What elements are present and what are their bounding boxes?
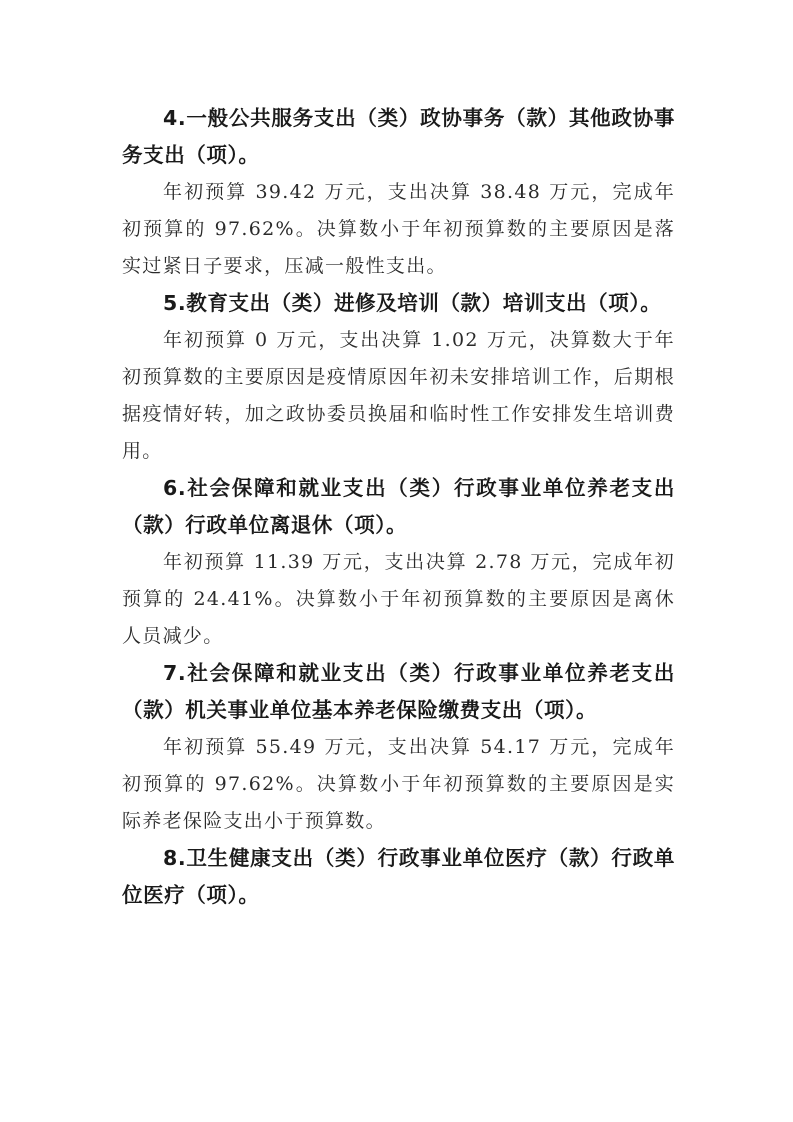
section-7-body: 年初预算 55.49 万元，支出决算 54.17 万元，完成年初预算的 97.62%。决算数小于年初预算数的主要原因是实际养老保险支出小于预算数。 bbox=[122, 736, 675, 832]
section-6-body: 年初预算 11.39 万元，支出决算 2.78 万元，完成年初预算的 24.41%。决算数小于年初预算数的主要原因是离休人员减少。 bbox=[122, 551, 675, 647]
section-6-heading: 6.社会保障和就业支出（类）行政事业单位养老支出（款）行政单位离退休（项）。 bbox=[122, 476, 675, 537]
section-4-heading: 4.一般公共服务支出（类）政协事务（款）其他政协事务支出（项）。 bbox=[122, 106, 675, 167]
section-5-heading: 5.教育支出（类）进修及培训（款）培训支出（项）。 bbox=[163, 291, 662, 315]
section-5-body: 年初预算 0 万元，支出决算 1.02 万元，决算数大于年初预算数的主要原因是疫情原因年初未安排培训工作，后期根据疫情好转，加之政协委员换届和临时性工作安排发生培训费用。 bbox=[122, 329, 675, 462]
section-4-body: 年初预算 39.42 万元，支出决算 38.48 万元，完成年初预算的 97.62%。决算数小于年初预算数的主要原因是落实过紧日子要求，压减一般性支出。 bbox=[122, 181, 675, 277]
section-8-heading: 8.卫生健康支出（类）行政事业单位医疗（款）行政单位医疗（项）。 bbox=[122, 846, 675, 907]
document-page bbox=[122, 100, 675, 914]
section-7-heading: 7.社会保障和就业支出（类）行政事业单位养老支出（款）机关事业单位基本养老保险缴费支出（项）。 bbox=[122, 661, 675, 722]
